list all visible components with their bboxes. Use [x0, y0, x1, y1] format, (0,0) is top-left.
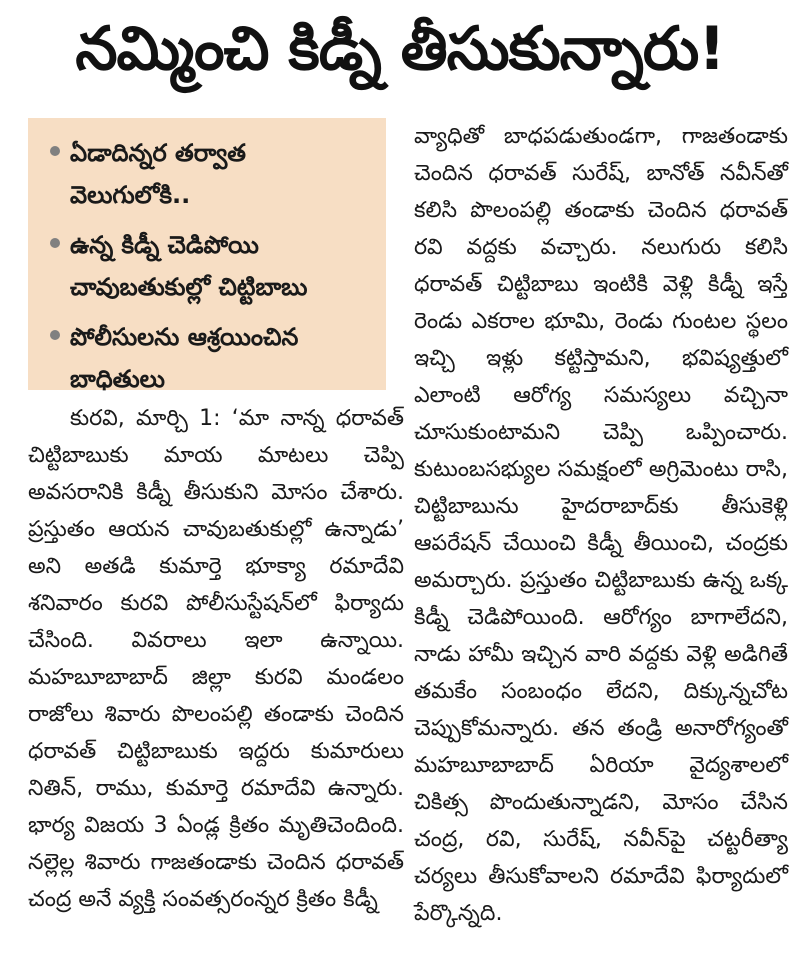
right-column	[414, 118, 788, 932]
highlight-text: పోలీసులను ఆశ్రయించిన బాధితులు	[70, 323, 299, 393]
highlight-text: ఉన్న కిడ్నీ చెడిపోయి చావుబతుకుల్లో చిట్టిబాబు	[70, 231, 308, 301]
bullet-icon	[50, 238, 60, 248]
bullet-icon	[50, 330, 60, 340]
highlight-text: ఏడాదిన్నర తర్వాత వెలుగులోకి..	[70, 139, 246, 209]
article-body-right: వ్యాధితో బాధపడుతుండగా, గాజతండాకు చెందిన ధరావత్ సురేష్, బానోత్ నవీన్‌తో కలిసి పొలంపల్లి తండాకు చెందిన ధరావత్ రవి వద్దకు వచ్చారు. నలుగురు కలిసి ధరావత్ చిట్టిబాబు ఇంటికి వెళ్లి కిడ్నీ ఇస్తే రెండు ఎకరాల భూమి, రెండు గుంటల స్థలం ఇచ్చి ఇళ్లు కట్టిస్తామని, భవిష్యత్తులో ఎలాంటి ఆరోగ్య సమస్యలు వచ్చినా చూసుకుంటామని చెప్పి ఒప్పించారు. కుటుంబసభ్యుల సమక్షంలో అగ్రిమెంటు రాసి, చిట్టిబాబును హైదరాబాద్‌కు తీసుకెళ్లి ఆపరేషన్ చేయించి కిడ్నీ తీయించి, చంద్రకు అమర్చారు. ప్రస్తుతం చిట్టిబాబుకు ఉన్న ఒక్క కిడ్నీ చెడిపోయింది. ఆరోగ్యం బాగాలేదని, నాడు హామీ ఇచ్చిన వారి వద్దకు వెళ్లి అడిగితే తమకేం సంబంధం లేదని, దిక్కున్నచోట చెప్పుకోమన్నారు. తన తండ్రి అనారోగ్యంతో మహబూబాబాద్ ఏరియా వైద్యశాలలో చికిత్స పొందుతున్నాడని, మోసం చేసిన చంద్ర, రవి, సురేష్, నవీన్‌పై చట్టరీత్యా చర్యలు తీసుకోవాలని రమాదేవి ఫిర్యాదులో పేర్కొన్నది.	[414, 124, 788, 926]
left-column	[28, 118, 404, 918]
highlights-box	[28, 118, 386, 393]
highlight-item	[46, 316, 372, 400]
bullet-icon	[50, 146, 60, 156]
headline: నమ్మించి కిడ్నీ తీసుకున్నారు!	[75, 14, 725, 84]
highlight-item	[46, 224, 372, 308]
highlight-item	[46, 132, 372, 216]
article-body-left: కురవి, మార్చి 1: ‘మా నాన్న ధరావత్ చిట్టిబాబుకు మాయ మాటలు చెప్పి అవసరానికి కిడ్నీ తీసుకుని మోసం చేశారు. ప్రస్తుతం ఆయన చావుబతుకుల్లో ఉన్నాడు’ అని అతడి కుమార్తె భూక్యా రమాదేవి శనివారం కురవి పోలీసుస్టేషన్‌లో ఫిర్యాదు చేసింది. వివరాలు ఇలా ఉన్నాయి. మహబూబాబాద్ జిల్లా కురవి మండలం రాజోలు శివారు పొలంపల్లి తండాకు చెందిన ధరావత్ చిట్టిబాబుకు ఇద్దరు కుమారులు నితిన్, రాము, కుమార్తె రమాదేవి ఉన్నారు. భార్య విజయ 3 ఏండ్ల క్రితం మృతిచెందింది. నల్లెల్ల శివారు గాజతండాకు చెందిన ధరావత్ చంద్ర అనే వ్యక్తి సంవత్సరంన్నర క్రితం కిడ్నీ	[28, 406, 404, 912]
